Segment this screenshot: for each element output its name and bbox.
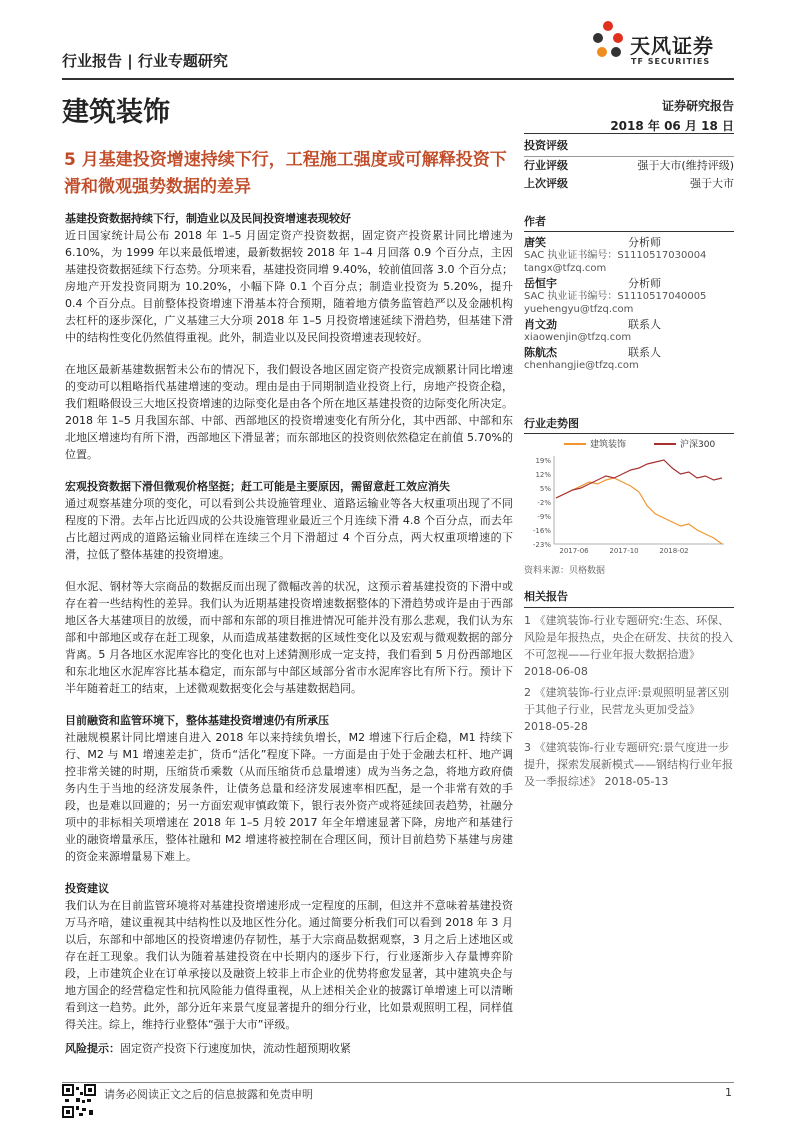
x-tick-label: 2018-02 <box>659 547 689 555</box>
y-tick-label: 5% <box>539 485 551 493</box>
footer-disclaimer: 请务必阅读正文之后的信息披露和免责申明 <box>104 1088 313 1101</box>
author-email[interactable]: tangx@tfzq.com <box>524 263 607 274</box>
risk-label: 风险提示： <box>65 1042 120 1055</box>
risk-note <box>65 1040 513 1057</box>
page-number: 1 <box>725 1086 732 1099</box>
author <box>524 318 734 344</box>
report-body <box>65 210 513 1064</box>
previous-rating-label: 上次评级 <box>524 177 568 190</box>
paragraph: 近日国家统计局公布 2018 年 1–5 月固定资产投资数据，固定资产投资累计同比增速为 6.10%，为 1999 年以来最低增速，最新数据较 2018 年 1–4 月回落 0.9 个百分点，主因基建投资数据延续下行态势。分项来看，基建投资同增 9.40%，较前值回落 3.0 个百分点；房地产开发投资同期为 10.20%，小幅下降 0.1 个百分点；制造业投资为 5.20%，提升 0.4 个百分点。目前整体投资增速下滑基本符合预期，随着地方债务监管趋严以及金融机构去杠杆的逐步深化，广义基建三大分项 2018 年 1–5 月投资增速延续下滑趋势，但基建下滑中的结构性变化仍然值得重视。此外，制造业以及民间投资增速表现较好。 <box>65 229 513 344</box>
x-tick-label: 2017-06 <box>559 547 589 555</box>
author-name: 肖文劲 <box>524 318 557 331</box>
related-reports <box>524 588 734 794</box>
footer-divider <box>62 1082 734 1083</box>
paragraph: 在地区最新基建数据暂未公布的情况下，我们假设各地区固定资产投资完成额累计同比增速的变动可以粗略指代基建增速的变动。理由是由于同期制造业投资上行，房地产投资企稳，我们粗略假设三大地区投资增速的边际变化是由各个所在地区基建投资的边际变化所决定。2018 年 1–5 月我国东部、中部、西部地区的投资增速变化有所分化，其中西部、中部和东北地区增速均有所下滑，西部地区下滑显著；而东部地区的投资则依然稳定在前值 5.70%的位置。 <box>65 363 513 461</box>
y-tick-label: -23% <box>532 541 551 549</box>
chart-title: 行业走势图 <box>524 415 734 434</box>
industry-rating <box>524 157 734 175</box>
author <box>524 236 734 275</box>
report-title: 5 月基建投资增速持续下行，工程施工强度或可解释投资下滑和微观强势数据的差异 <box>64 150 507 197</box>
previous-rating-value: 强于大市 <box>690 177 734 190</box>
paragraph: 我们认为在目前监管环境将对基建投资增速形成一定程度的压制，但这并不意味着基建投资万马齐喑，建议重视其中结构性以及地区性分化。通过简要分析我们可以看到 2018 年 3 月以后，东部和中部地区的投资增速仍存韧性，基于大宗商品数据观察，3 月之后上述地区或存在赶工现象。我们认为随着基建投资在中长期内的逐步下行，行业逐渐步入存量博弈阶段，上市建筑企业在订单承接以及融资上较非上市企业的优势将愈发显著，其中建筑央企与地方国企的经营稳定性和抗风险能力值得重视，从上述相关企业的披露订单增速上可以清晰看到这一趋势。此外，部分近年来景气度显著提升的细分行业，比如景观照明工程，同样值得关注。综上，维持行业整体“强于大市”评级。 <box>65 899 513 1031</box>
related-report-text[interactable]: 3 《建筑装饰-行业专题研究:景气度进一步提升，探索发展新模式——钢结构行业年报及一季报综述》 <box>524 741 733 788</box>
sidebar <box>524 133 734 372</box>
report-type: 证券研究报告 <box>661 99 734 113</box>
author-name: 陈航杰 <box>524 346 557 359</box>
risk-text: 固定资产投资下行速度加快，流动性超预期收紧 <box>120 1042 351 1055</box>
industry-rating-value: 强于大市(维持评级) <box>637 159 734 172</box>
related-report-text[interactable]: 2 《建筑装饰-行业点评:景观照明显著区别于其他子行业，民营龙头更加受益》 <box>524 686 730 716</box>
section-heading: 投资建议 <box>65 882 109 895</box>
section-heading: 基建投资数据持续下行，制造业以及民间投资增速表现较好 <box>65 212 351 225</box>
author <box>524 346 734 372</box>
company-name: 天风证券 <box>630 34 714 58</box>
y-tick-label: -9% <box>537 513 551 521</box>
paragraph: 但水泥、钢材等大宗商品的数据反而出现了微幅改善的状况，这预示着基建投资的下滑中或存在着一些结构性的差异。我们认为近期基建投资增速数据整体的下滑趋势或许是由于西部地区各大基建项目的放缓，而中部和东部的项目推进情况可能并没有那么悲观，我们认为东部和中部地区或存在赶工现象，从而造成基建数据的区域性变化以及宏观与微观数据的部分背离。5 月各地区水泥库容比的变化也对上述猜测形成一定支持，我们看到 5 月份西部地区和东北地区水泥库容比基本稳定，而东部与中部区域部分省市水泥库容比有所下行。预计下半年随着赶工的结束，上述微观数据变化会与基建数据趋同。 <box>65 580 513 695</box>
paragraph: 社融规模累计同比增速自进入 2018 年以来持续负增长，M2 增速下行后企稳，M1 持续下行、M2 与 M1 增速差走扩，货币“活化”程度下降。一方面是由于处于金融去杠杆、地产调控非常关键的时期，压缩货币乘数（从而压缩货币总量增速）成为当务之急，将地方政府债务内生于当地的经济发展条件，让债务总量和经济发展速率相匹配，是一个非常有效的手段，也是难以回避的；另一方面宏观审慎政策下，银行表外资产或将延续回表趋势，社融分项中的非标相关项增速在 2018 年 1–5 月较 2017 年全年增速显著下降，房地产和基建行业的融资增量承压，整体社融和 M2 增速将被控制在合理区间，预计目前趋势下基建与房建的资金来源增量易下难上。 <box>65 731 513 863</box>
y-tick-label: 12% <box>535 471 551 479</box>
y-tick-label: -2% <box>537 499 551 507</box>
section-heading: 宏观投资数据下滑但微观价格坚挺；赶工可能是主要原因，需留意赶工效应消失 <box>65 480 450 493</box>
paragraph: 通过观察基建分项的变化，可以看到公共设施管理业、道路运输业等各大权重项出现了不同程度的下滑。去年占比近四成的公共设施管理业最近三个月连续下滑 4.8 个百分点，而去年占比超过两成的道路运输业同样在连续三个月下滑超过 4 个百分点，两大权重项增速的下滑，拉低了整体基建的投资增速。 <box>65 497 513 561</box>
author-name: 岳恒宇 <box>524 277 557 290</box>
related-report-text[interactable]: 1 《建筑装饰-行业专题研究:生态、环保、风险是年报热点，央企在研发、扶贫的投入不可忽视——行业年报大数据拾遗》 <box>524 614 733 661</box>
report-date: 2018 年 06 月 18 日 <box>610 119 734 133</box>
trend-chart <box>524 415 734 576</box>
x-tick-label: 2017-10 <box>609 547 639 555</box>
chart-source: 资料来源：贝格数据 <box>524 566 606 576</box>
y-tick-label: -16% <box>532 527 551 535</box>
author <box>524 277 734 316</box>
previous-rating <box>524 175 734 193</box>
legend-label: 沪深300 <box>680 440 716 450</box>
author-cert: SAC 执业证书编号：S1110517030004 <box>524 250 707 261</box>
report-category: 行业报告 | 行业专题研究 <box>62 52 228 70</box>
related-report-item[interactable] <box>524 612 734 680</box>
section-heading: 目前融资和监管环境下，整体基建投资增速仍有所承压 <box>65 714 329 727</box>
sector-name: 建筑装饰 <box>62 97 170 128</box>
author-email[interactable]: yuehengyu@tfzq.com <box>524 304 634 315</box>
header-divider <box>62 78 734 80</box>
author-role: 分析师 <box>628 236 661 249</box>
related-title: 相关报告 <box>524 588 734 608</box>
author-email[interactable]: xiaowenjin@tfzq.com <box>524 332 632 343</box>
related-report-date: 2018-05-13 <box>604 775 669 788</box>
company-name-en: TF SECURITIES <box>631 57 711 66</box>
author-role: 联系人 <box>628 346 661 359</box>
related-report-date: 2018-05-28 <box>524 720 588 733</box>
related-report-item[interactable] <box>524 739 734 790</box>
author-cert: SAC 执业证书编号：S1110517040005 <box>524 291 707 302</box>
author-role: 分析师 <box>628 277 661 290</box>
qr-code-icon <box>62 1084 96 1118</box>
industry-rating-label: 行业评级 <box>524 159 568 172</box>
author-name: 唐笑 <box>524 236 546 249</box>
y-tick-label: 19% <box>535 457 551 465</box>
trend-chart-svg <box>524 434 734 559</box>
legend-label: 建筑装饰 <box>590 440 627 450</box>
related-report-date: 2018-06-08 <box>524 665 588 678</box>
rating-title: 投资评级 <box>524 133 734 157</box>
related-report-item[interactable] <box>524 684 734 735</box>
author-email[interactable]: chenhangjie@tfzq.com <box>524 360 639 371</box>
authors-title: 作者 <box>524 213 734 232</box>
author-role: 联系人 <box>628 318 661 331</box>
